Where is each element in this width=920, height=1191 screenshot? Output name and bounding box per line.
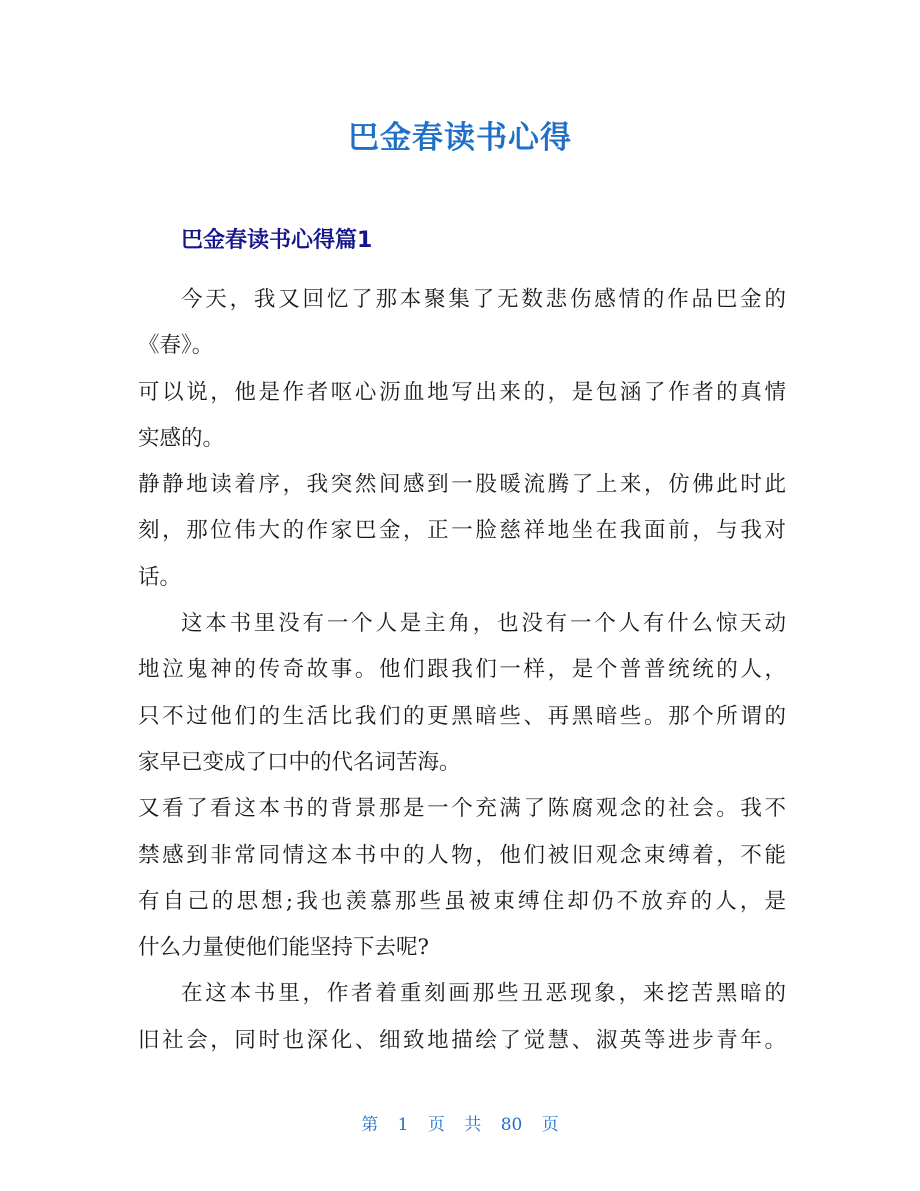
text-line: 实感的。 [138, 425, 225, 451]
text-line: 在这本书里，作者着重刻画那些丑恶现象，来挖苦黑暗的 [181, 981, 786, 1007]
footer-total-label: 共 [464, 1115, 482, 1135]
footer-total-pages: 80 [500, 1115, 523, 1135]
text-line: 话。 [138, 564, 182, 590]
text-line: 什么力量使他们能坚持下去呢? [138, 935, 430, 961]
text-line: 可以说，他是作者呕心沥血地写出来的，是包涵了作者的真情 [138, 379, 786, 405]
text-line: 刻，那位伟大的作家巴金，正一脸慈祥地坐在我面前，与我对 [138, 518, 786, 544]
text-line: 禁感到非常同情这本书中的人物，他们被旧观念束缚着，不能 [138, 842, 786, 868]
text-line: 只不过他们的生活比我们的更黑暗些、再黑暗些。那个所谓的 [138, 703, 786, 729]
section-heading: 巴金春读书心得篇1 [181, 228, 373, 253]
footer-prefix: 第 [361, 1115, 379, 1135]
text-line: 《春》。 [138, 333, 214, 359]
page-footer [0, 1111, 920, 1139]
footer-page-number: 1 [397, 1115, 409, 1135]
text-line: 有自己的思想;我也羡慕那些虽被束缚住却仍不放弃的人，是 [138, 888, 786, 914]
text-line: 家早已变成了口中的代名词苦海。 [138, 749, 461, 775]
text-line: 静静地读着序，我突然间感到一股暖流腾了上来，仿佛此时此 [138, 472, 786, 498]
text-line: 今天，我又回忆了那本聚集了无数悲伤感情的作品巴金的 [181, 287, 786, 312]
footer-page-label: 页 [427, 1115, 445, 1135]
document-title: 巴金春读书心得 [348, 120, 572, 156]
text-line: 旧社会，同时也深化、细致地描绘了觉慧、淑英等进步青年。 [138, 1027, 786, 1053]
footer-suffix: 页 [541, 1115, 559, 1135]
text-line: 这本书里没有一个人是主角，也没有一个人有什么惊天动 [181, 611, 786, 637]
document-body [138, 277, 786, 1064]
text-line: 地泣鬼神的传奇故事。他们跟我们一样，是个普普统统的人， [138, 657, 786, 683]
text-line: 又看了看这本书的背景那是一个充满了陈腐观念的社会。我不 [138, 796, 786, 822]
